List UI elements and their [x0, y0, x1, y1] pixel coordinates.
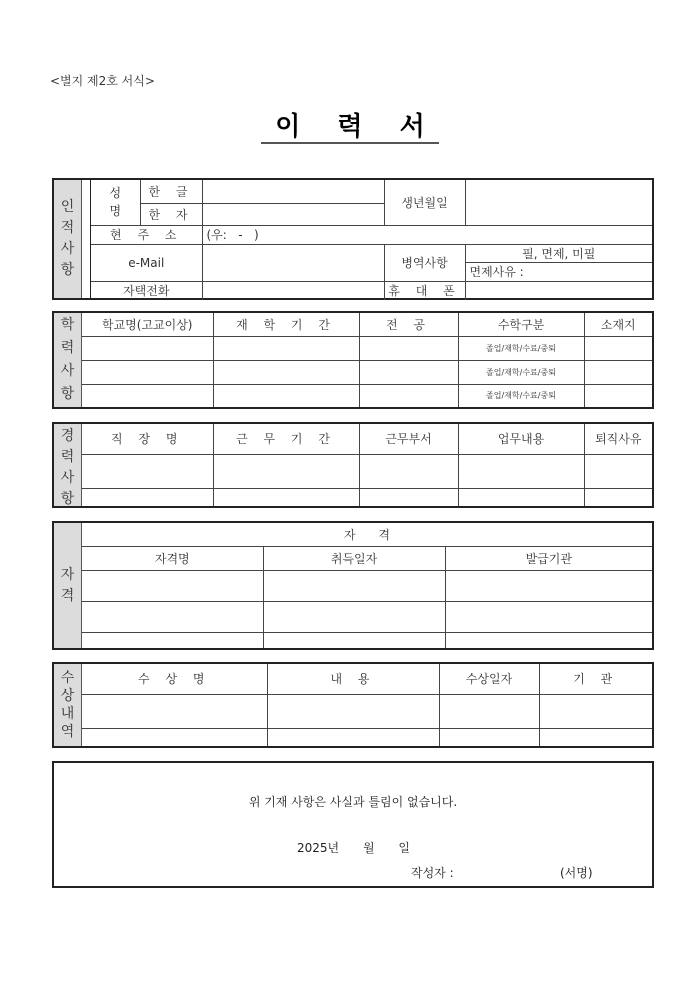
col-header-award-date: 수상일자	[439, 664, 539, 694]
location-field[interactable]	[584, 336, 652, 360]
pledge-date[interactable]: 2025년 월 일	[297, 841, 410, 855]
side-char: 격	[60, 587, 75, 604]
work-period-field[interactable]	[213, 454, 359, 489]
school-field[interactable]	[82, 336, 213, 360]
home-phone-label: 자택전화	[91, 281, 202, 300]
side-char: 력	[60, 340, 75, 356]
career-table	[82, 424, 652, 506]
table-row	[82, 384, 652, 407]
side-char: 력	[60, 449, 75, 465]
period-field[interactable]	[213, 360, 359, 384]
col-header-issuer: 발급기관	[445, 546, 652, 570]
birth-field[interactable]	[465, 180, 652, 225]
side-char: 경	[60, 428, 75, 444]
side-char: 항	[60, 262, 75, 278]
issuer-field[interactable]	[445, 601, 652, 632]
table-row	[82, 601, 652, 632]
license-group-header: 자 격	[82, 523, 652, 546]
issuer-field[interactable]	[445, 632, 652, 648]
mobile-field[interactable]	[465, 281, 652, 300]
acquired-date-field[interactable]	[263, 632, 445, 648]
major-field[interactable]	[359, 360, 458, 384]
personal-section	[52, 178, 654, 300]
hanja-name-field[interactable]	[202, 203, 384, 225]
col-header-major: 전 공	[359, 313, 458, 336]
award-date-field[interactable]	[439, 729, 539, 746]
col-header-work-period: 근 무 기 간	[213, 424, 359, 454]
email-label: e-Mail	[91, 244, 202, 281]
school-field[interactable]	[82, 360, 213, 384]
award-date-field[interactable]	[439, 694, 539, 729]
side-char: 항	[60, 491, 75, 507]
award-name-field[interactable]	[82, 729, 267, 746]
home-phone-field[interactable]	[202, 281, 384, 300]
writer-label: 작성자 :	[411, 866, 454, 880]
col-header-organization: 기 관	[539, 664, 652, 694]
awards-section	[52, 662, 654, 748]
education-side-label	[54, 313, 82, 407]
personal-side-label	[54, 180, 82, 298]
side-char: 인	[60, 199, 75, 215]
status-field[interactable]: 졸업/재학/수료/중퇴	[458, 360, 584, 384]
work-period-field[interactable]	[213, 489, 359, 506]
company-field[interactable]	[82, 489, 213, 506]
acquired-date-field[interactable]	[263, 570, 445, 601]
department-field[interactable]	[359, 454, 458, 489]
table-row	[82, 632, 652, 648]
document-title: 이 력 서	[261, 112, 438, 144]
table-row	[82, 489, 652, 506]
hangul-name-field[interactable]	[202, 180, 384, 203]
license-table	[82, 523, 652, 648]
location-field[interactable]	[584, 360, 652, 384]
signature-label[interactable]: (서명)	[560, 866, 593, 880]
major-field[interactable]	[359, 384, 458, 407]
exemption-reason-field[interactable]: 면제사유 :	[465, 262, 652, 281]
birth-label: 생년월일	[384, 180, 465, 225]
side-char: 적	[60, 220, 75, 236]
duties-field[interactable]	[458, 454, 584, 489]
side-char: 내	[60, 706, 75, 722]
period-field[interactable]	[213, 384, 359, 407]
table-row	[82, 360, 652, 384]
company-field[interactable]	[82, 454, 213, 489]
name-label: 성 명	[91, 180, 140, 225]
leave-reason-field[interactable]	[584, 489, 652, 506]
address-field[interactable]: (우: - )	[202, 225, 652, 244]
col-header-award-name: 수 상 명	[82, 664, 267, 694]
acquired-date-field[interactable]	[263, 601, 445, 632]
pledge-box	[52, 761, 654, 888]
col-header-leave-reason: 퇴직사유	[584, 424, 652, 454]
side-char: 수	[60, 670, 75, 686]
military-options[interactable]: 필, 면제, 미필	[465, 244, 652, 262]
period-field[interactable]	[213, 336, 359, 360]
license-name-field[interactable]	[82, 570, 263, 601]
col-header-status: 수학구분	[458, 313, 584, 336]
col-header-period: 재 학 기 간	[213, 313, 359, 336]
education-section	[52, 311, 654, 409]
address-label: 현 주 소	[91, 225, 202, 244]
col-header-location: 소재지	[584, 313, 652, 336]
status-field[interactable]: 졸업/재학/수료/중퇴	[458, 336, 584, 360]
table-row	[82, 570, 652, 601]
hanja-label: 한 자	[140, 203, 202, 225]
awards-table	[82, 664, 652, 746]
email-field[interactable]	[202, 244, 384, 281]
issuer-field[interactable]	[445, 570, 652, 601]
content-field[interactable]	[267, 694, 439, 729]
school-field[interactable]	[82, 384, 213, 407]
status-field[interactable]: 졸업/재학/수료/중퇴	[458, 384, 584, 407]
license-side-label	[54, 523, 82, 648]
side-char: 자	[60, 566, 75, 583]
document-title-wrap	[0, 112, 700, 144]
col-header-department: 근무부서	[359, 424, 458, 454]
duties-field[interactable]	[458, 489, 584, 506]
mobile-label: 휴 대 폰	[384, 281, 465, 300]
side-char: 항	[60, 386, 75, 402]
military-label: 병역사항	[384, 244, 465, 281]
col-header-content: 내 용	[267, 664, 439, 694]
career-section	[52, 422, 654, 508]
department-field[interactable]	[359, 489, 458, 506]
table-row	[82, 454, 652, 489]
side-char: 사	[60, 363, 75, 379]
col-header-acquired-date: 취득일자	[263, 546, 445, 570]
side-char: 역	[60, 724, 75, 740]
award-name-field[interactable]	[82, 694, 267, 729]
side-char: 상	[60, 688, 75, 704]
organization-field[interactable]	[539, 694, 652, 729]
side-char: 학	[60, 317, 75, 333]
organization-field[interactable]	[539, 729, 652, 746]
pledge-statement: 위 기재 사항은 사실과 틀림이 없습니다.	[248, 795, 458, 809]
table-row	[82, 336, 652, 360]
awards-side-label	[54, 664, 82, 746]
form-code: <별지 제2호 서식>	[50, 74, 155, 88]
hangul-label: 한 글	[140, 180, 202, 203]
education-table	[82, 313, 652, 407]
col-header-duties: 업무내용	[458, 424, 584, 454]
col-header-company: 직 장 명	[82, 424, 213, 454]
table-row	[82, 694, 652, 729]
content-field[interactable]	[267, 729, 439, 746]
license-section	[52, 521, 654, 650]
leave-reason-field[interactable]	[584, 454, 652, 489]
major-field[interactable]	[359, 336, 458, 360]
side-char: 사	[60, 470, 75, 486]
personal-table	[91, 180, 652, 300]
table-row	[82, 729, 652, 746]
career-side-label	[54, 424, 82, 506]
col-header-school: 학교명(고교이상)	[82, 313, 213, 336]
col-header-license-name: 자격명	[82, 546, 263, 570]
side-char: 사	[60, 241, 75, 257]
location-field[interactable]	[584, 384, 652, 407]
license-name-field[interactable]	[82, 601, 263, 632]
license-name-field[interactable]	[82, 632, 263, 648]
